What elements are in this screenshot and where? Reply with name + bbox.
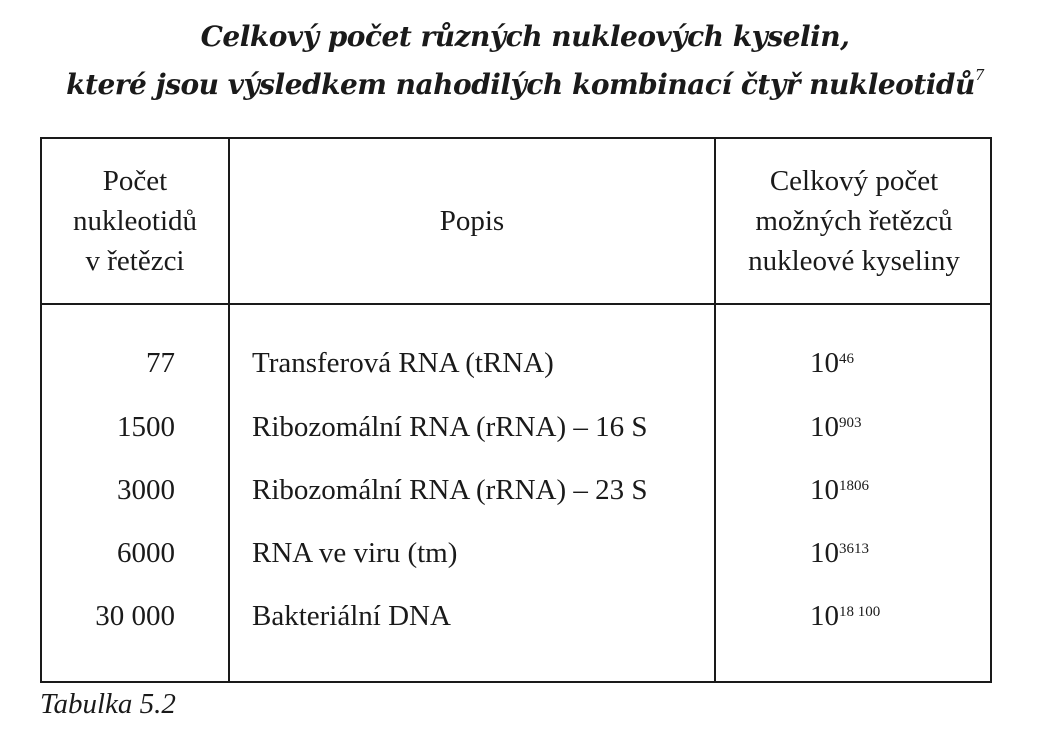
power-exponent: 3613: [839, 541, 869, 557]
header-divider: [42, 303, 990, 305]
power-base: 10: [810, 474, 839, 506]
row-description: Transferová RNA (tRNA): [252, 347, 554, 379]
table-row: [42, 533, 990, 573]
power-exponent: 903: [839, 415, 862, 431]
power-exponent: 18 100: [839, 604, 881, 620]
row-description: Bakteriální DNA: [252, 600, 451, 632]
footnote-marker: 7: [974, 66, 984, 84]
table-title-line-2: [0, 68, 1050, 101]
table-title-line-1: [0, 20, 1050, 53]
total-chains: [810, 470, 869, 510]
header-label: Popis: [439, 205, 505, 237]
table-row: [42, 596, 990, 636]
nucleotide-count: 3000: [117, 474, 175, 506]
total-chains: [810, 407, 862, 447]
nucleic-acid-table: [40, 137, 992, 683]
nucleotide-count: 77: [146, 347, 175, 379]
power-exponent: 46: [839, 351, 854, 367]
table-row: [42, 407, 990, 447]
table-caption: Tabulka 5.2: [40, 688, 176, 720]
nucleotide-count: 1500: [117, 411, 175, 443]
total-chains: [810, 533, 869, 573]
power-base: 10: [810, 411, 839, 443]
row-description: Ribozomální RNA (rRNA) – 16 S: [252, 411, 648, 443]
total-chains: [810, 596, 880, 636]
header-total-chains: [716, 139, 992, 303]
table-row: [42, 470, 990, 510]
power-base: 10: [810, 347, 839, 379]
power-base: 10: [810, 600, 839, 632]
nucleotide-count: 6000: [117, 537, 175, 569]
title-text-1: Celkový počet různých nukleových kyselin,: [200, 20, 850, 53]
header-label: Celkový počet možných řetězců nukleové kyseliny: [748, 165, 960, 277]
row-description: RNA ve viru (tm): [252, 537, 458, 569]
title-text-2: které jsou výsledkem nahodilých kombinací čtyř nukleotidů: [66, 68, 975, 101]
power-base: 10: [810, 537, 839, 569]
power-exponent: 1806: [839, 478, 869, 494]
total-chains: [810, 343, 854, 383]
table-row: [42, 343, 990, 383]
header-nucleotide-count: [42, 139, 228, 303]
header-description: [230, 139, 714, 303]
header-label: Počet nukleotidů v řetězci: [72, 165, 198, 277]
nucleotide-count: 30 000: [95, 600, 175, 632]
row-description: Ribozomální RNA (rRNA) – 23 S: [252, 474, 648, 506]
